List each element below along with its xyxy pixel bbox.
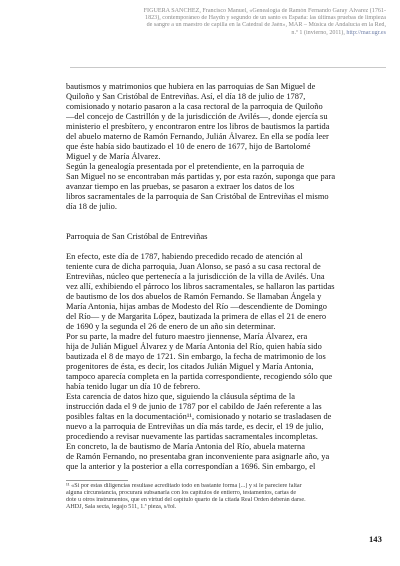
text-line: Por su parte, la madre del futuro maestro jiennense, María Álvarez, era [66,332,308,341]
header-divider [70,67,386,68]
text-line: del Río— y de Margarita López, bautizada la primera de ellas el 21 de enero [66,312,327,321]
text-line: de bautismo de los dos abuelos de Ramón Fernando. Se llamaban Ángela y [66,292,322,301]
text-line: progenitores de ésta, es decir, los citados Julián Miguel y María Antonia, [66,362,314,371]
text-line: instrucción dada el 9 de junio de 1787 por el cabildo de Jaén referente a las [66,402,322,411]
body-paragraph [66,252,392,332]
text-line: libros sacramentales de la parroquia de San Cristóbal de Entreviñas el mismo [66,192,329,201]
text-line: vez allí, exhibiendo el párroco los libros sacramentales, se hallaron las partidas [66,282,335,291]
text-line: posibles faltas en la documentación¹¹, comisionado y notario se trasladasen de [66,412,332,421]
text-line: Miguel y de María Álvarez. [66,152,161,161]
running-head-line: 1823), contemporáneo de Haydn y segundo de un santo es España: las últimas pruebas de limpieza [145,15,386,22]
footnote-line: ¹¹ «Si por estas diligencias resultase acreditado todo en bastante forma [...] y si le pareciere faltar [66,483,302,489]
text-line: bautizada el 8 de mayo de 1721. Sin embargo, la fecha de matrimonio de los [66,352,326,361]
body-paragraph [66,392,392,442]
text-line: En concreto, la de bautismo de María Antonia del Río, abuela materna [66,442,305,451]
text-line: avanzar tiempo en las pruebas, se pasaron a extraer los datos de los [66,182,295,191]
text-line: ministerio el presbítero, y encontraron entre los libros de bautismos la partida [66,122,330,131]
section-title: Parroquia de San Cristóbal de Entreviñas [66,231,208,241]
text-line: procediendo a revisar nuevamente las partidas sacramentales incompletas. [66,432,318,441]
text-line: nuevo a la parroquia de Entreviñas un día más tarde, es decir, el 19 de julio, [66,422,324,431]
body-paragraph [66,332,392,392]
text-line: tampoco aparecía completa en la partida correspondiente, recogiendo sólo que [66,372,333,381]
text-line: de Ramón Fernando, no presentaba gran inconveniente para asignarle año, ya [66,452,330,461]
page-number: 143 [369,534,382,544]
text-line: había tenido lugar un día 10 de febrero. [66,382,201,391]
text-line: hija de Julián Miguel Álvarez y de María Antonia del Río, quien había sido [66,342,322,351]
footnote-divider [66,480,128,481]
text-line: Quiloño y San Cristóbal de Entreviñas. Así, el día 18 de julio de 1787, [66,92,306,101]
text-line: comisionado y notario pasaron a la casa rectoral de la parroquia de Quiloño [66,102,323,111]
text-line: que éste había sido bautizado el 10 de enero de 1677, hijo de Bartolomé [66,142,311,151]
text-line: Entreviñas, núcleo que pertenecía a la jurisdicción de la villa de Avilés. Una [66,272,325,281]
text-line: teniente cura de dicha parroquia, Juan Alonso, se pasó a su casa rectoral de [66,262,321,271]
footnote [66,483,392,511]
body-paragraph [66,442,392,472]
text-line: Esta carencia de datos hizo que, siguiendo la cláusula séptima de la [66,392,295,401]
text-line: día 18 de julio. [66,202,118,211]
body-paragraph [66,162,392,212]
text-line: que la anterior y la posterior a ella correspondían a 1696. Sin embargo, el [66,462,316,471]
running-head-url-link[interactable]: http://mar.ugr.es [346,29,386,36]
footnote-line: AHDJ, Sala secta, legajo 511, 1.ª pieza, s/fol. [66,504,177,510]
text-line: En efecto, este día de 1787, habiendo precedido recado de atención al [66,252,303,261]
text-line: bautismos y matrimonios que hubiera en las parroquias de San Miguel de [66,82,316,91]
running-head [66,8,386,37]
text-line: —del concejo de Castrillón y de la jurisdicción de Avilés—, donde ejercía su [66,112,328,121]
running-head-line [66,30,386,37]
text-line: de 1690 y la segunda el 26 de enero de un año sin determinar. [66,322,276,331]
text-line: María Antonia, hijas ambas de Modesto del Río —descendiente de Domingo [66,302,327,311]
running-head-line: FIGUERA SÁNCHEZ, Francisco Manuel, «Genealogía de Ramón Fernando Garay Álvarez (1761- [143,8,386,14]
running-head-issue: n.º 1 (invierno, 2011), [291,29,345,36]
text-line: San Miguel no se encontraban más partidas y, por esta razón, suponga que para [66,172,336,181]
text-line: Según la genealogía presentada por el pretendiente, en la parroquia de [66,162,305,171]
body-paragraph [66,82,392,162]
footnote-line: dote u otros instrumentos, que en virtud del capítulo quarto de la citada Real Orden deberán darse. [66,497,306,503]
running-head-line: de sangre a un maestro de capilla en la Catedral de Jaén», MAR – Música de Andalucía en la Red, [146,22,386,29]
footnote-line: alguna circunstancia, procurará subsanarla con los capítulos de entierro, testamentos, cartas de [66,490,297,496]
text-line: del abuelo materno de Ramón Fernando, Julián Álvarez. En ella se podía leer [66,132,329,141]
